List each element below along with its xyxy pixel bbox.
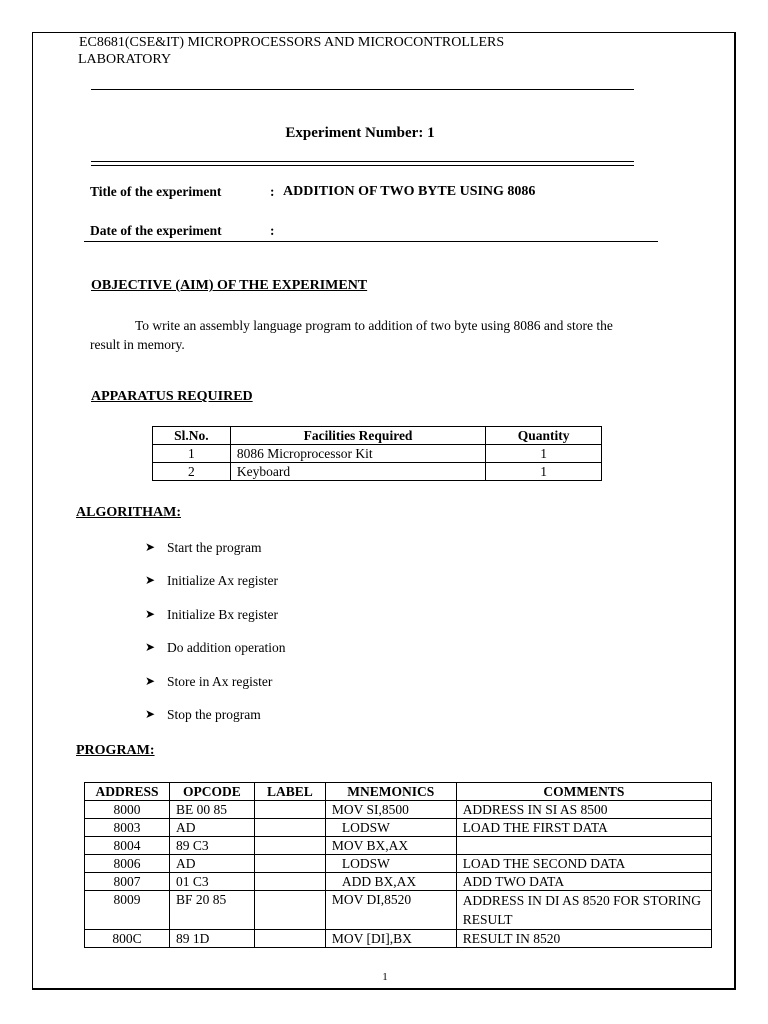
table-row [85, 819, 712, 837]
step-text: Store in Ax register [167, 673, 273, 689]
step-text: Start the program [167, 540, 262, 555]
label-cell [254, 891, 325, 930]
program-header-row [85, 783, 712, 801]
list-item [145, 639, 545, 672]
date-rule [84, 241, 658, 242]
comment-cell: ADDRESS IN SI AS 8500 [456, 801, 711, 819]
label-cell [254, 819, 325, 837]
address-cell: 8006 [85, 855, 170, 873]
date-label: Date of the experiment [90, 223, 222, 238]
comment-cell [456, 837, 711, 855]
list-item [145, 572, 545, 605]
arrow-bullet-icon: ➤ [145, 706, 156, 721]
mnemonic-cell: LODSW [325, 819, 456, 837]
title-separator: : [270, 184, 275, 199]
mnemonic-cell: MOV BX,AX [325, 837, 456, 855]
mnemonic-cell: MOV SI,8500 [325, 801, 456, 819]
comment-cell: LOAD THE SECOND DATA [456, 855, 711, 873]
arrow-bullet-icon: ➤ [145, 540, 156, 554]
table-cell: 1 [486, 463, 602, 481]
arrow-bullet-icon: ➤ [145, 573, 156, 588]
table-cell: Keyboard [230, 463, 485, 481]
algorithm-steps [145, 539, 545, 739]
mnemonic-cell: MOV DI,8520 [325, 891, 456, 930]
table-cell: 2 [153, 463, 231, 481]
table-row [153, 463, 602, 481]
arrow-bullet-icon: ➤ [145, 606, 156, 621]
label-cell [254, 930, 325, 948]
column-header: Facilities Required [230, 427, 485, 445]
opcode-cell: 01 C3 [169, 873, 254, 891]
opcode-cell: BF 20 85 [169, 891, 254, 930]
address-cell: 8009 [85, 891, 170, 930]
experiment-number: Experiment Number: 1 [285, 125, 435, 141]
step-text: Initialize Bx register [167, 606, 278, 622]
comment-cell: RESULT IN 8520 [456, 930, 711, 948]
comment-cell: ADDRESS IN DI AS 8520 FOR STORING RESULT [456, 891, 711, 930]
step-text: Initialize Ax register [167, 573, 278, 589]
mnemonic-cell: ADD BX,AX [325, 873, 456, 891]
arrow-bullet-icon: ➤ [145, 673, 156, 688]
table-row [85, 855, 712, 873]
program-table [84, 782, 712, 948]
table-cell: 1 [153, 445, 231, 463]
comment-cell: ADD TWO DATA [456, 873, 711, 891]
double-rule-top [91, 161, 634, 162]
table-row [153, 445, 602, 463]
address-cell: 8007 [85, 873, 170, 891]
course-title-line2: LABORATORY [78, 52, 172, 67]
objective-line2: result in memory. [90, 337, 185, 352]
mnemonic-cell: LODSW [325, 855, 456, 873]
opcode-cell: 89 C3 [169, 837, 254, 855]
address-cell: 800C [85, 930, 170, 948]
table-row [85, 891, 712, 930]
arrow-bullet-icon: ➤ [145, 640, 156, 655]
address-cell: 8000 [85, 801, 170, 819]
apparatus-heading: APPARATUS REQUIRED [91, 389, 253, 404]
column-header: OPCODE [169, 783, 254, 801]
label-cell [254, 837, 325, 855]
column-header: Quantity [486, 427, 602, 445]
apparatus-table [152, 426, 602, 481]
label-cell [254, 801, 325, 819]
objective-line1: To write an assembly language program to addition of two byte using 8086 and store the [135, 318, 613, 333]
header-rule [91, 89, 634, 90]
column-header: COMMENTS [456, 783, 711, 801]
column-header: Sl.No. [153, 427, 231, 445]
title-value: ADDITION OF TWO BYTE USING 8086 [283, 184, 536, 199]
opcode-cell: AD [169, 855, 254, 873]
comment-cell: LOAD THE FIRST DATA [456, 819, 711, 837]
column-header: MNEMONICS [325, 783, 456, 801]
label-cell [254, 873, 325, 891]
apparatus-header-row [153, 427, 602, 445]
mnemonic-cell: MOV [DI],BX [325, 930, 456, 948]
list-item [145, 539, 545, 572]
column-header: ADDRESS [85, 783, 170, 801]
page-number: 1 [382, 971, 388, 983]
column-header: LABEL [254, 783, 325, 801]
date-separator: : [270, 223, 275, 238]
step-text: Do addition operation [167, 640, 286, 656]
table-cell: 1 [486, 445, 602, 463]
label-cell [254, 855, 325, 873]
table-row [85, 801, 712, 819]
algorithm-heading: ALGORITHAM: [76, 505, 181, 520]
table-cell: 8086 Microprocessor Kit [230, 445, 485, 463]
objective-heading: OBJECTIVE (AIM) OF THE EXPERIMENT [91, 278, 368, 293]
address-cell: 8003 [85, 819, 170, 837]
title-label: Title of the experiment [90, 184, 222, 199]
opcode-cell: AD [169, 819, 254, 837]
table-row [85, 873, 712, 891]
program-heading: PROGRAM: [76, 743, 155, 758]
list-item [145, 673, 545, 706]
opcode-cell: BE 00 85 [169, 801, 254, 819]
document-page [32, 32, 736, 990]
list-item [145, 706, 545, 739]
course-title-line1: EC8681(CSE&IT) MICROPROCESSORS AND MICROCONTROLLERS [79, 35, 505, 50]
list-item [145, 606, 545, 639]
address-cell: 8004 [85, 837, 170, 855]
table-row [85, 837, 712, 855]
double-rule-bottom [91, 165, 634, 166]
step-text: Stop the program [167, 706, 261, 722]
opcode-cell: 89 1D [169, 930, 254, 948]
table-row [85, 930, 712, 948]
